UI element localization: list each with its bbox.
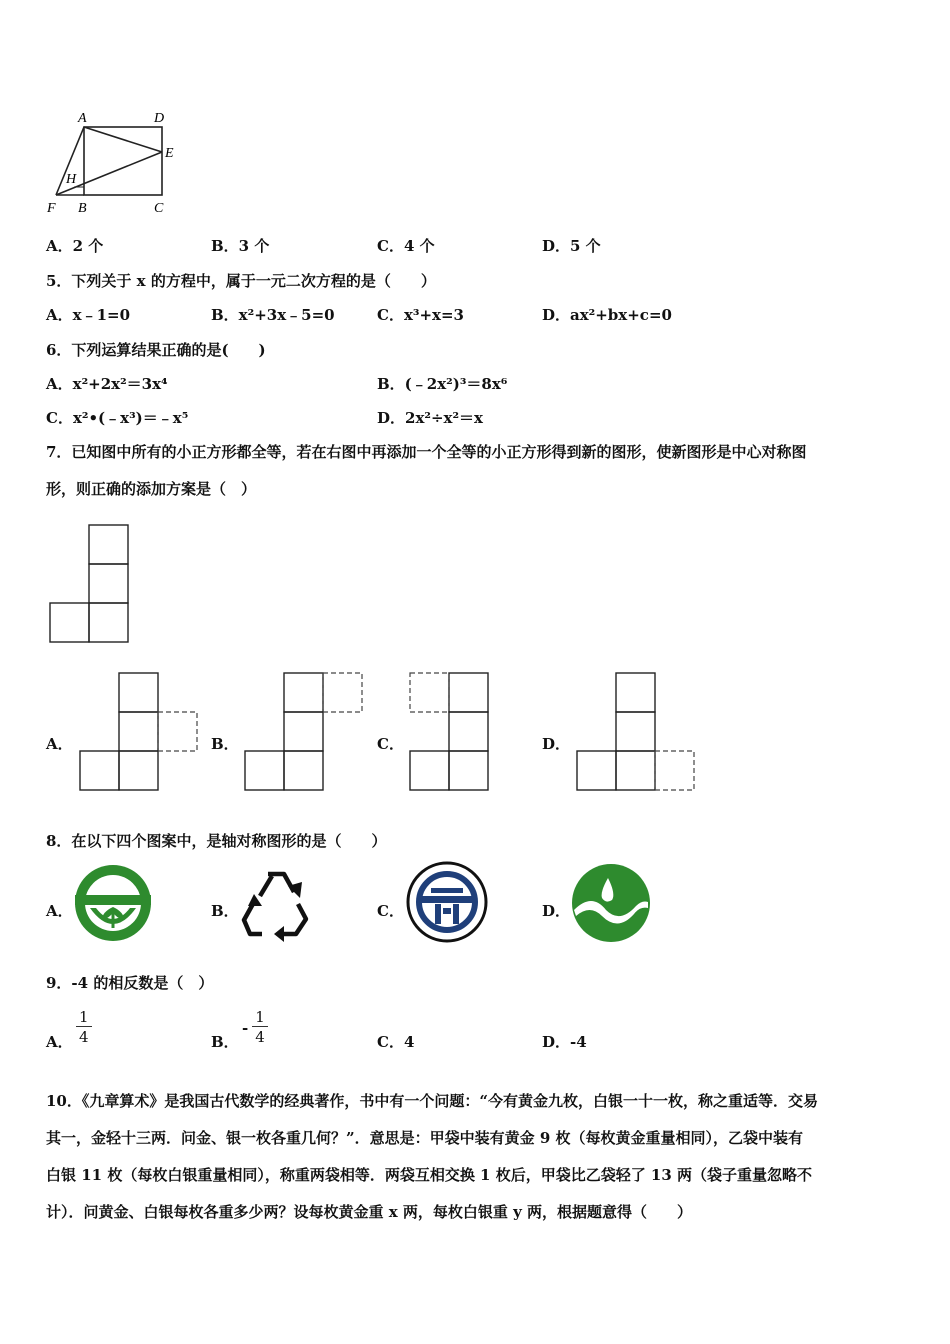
q5-option-b[interactable]: B．x²+3x﹣5=0 <box>211 306 335 324</box>
q10-line3: 白银 11 枚（每枚白银重量相同），称重两袋相等．两袋互相交换 1 枚后，甲袋比乙袋轻了 13 两（袋子重量忽略不 <box>46 1166 813 1184</box>
q9-b-denominator: 4 <box>255 1028 265 1046</box>
q7-option-d[interactable]: D． <box>542 735 571 753</box>
q9-stem: 9．-4 的相反数是（ ） <box>46 974 214 992</box>
q5-option-d[interactable]: D．ax²+bx+c=0 <box>542 306 672 324</box>
q5-stem: 5．下列关于 x 的方程中，属于一元二次方程的是（ ） <box>46 272 436 290</box>
q8-option-c[interactable]: C． <box>377 902 404 920</box>
label-H: H <box>66 172 77 187</box>
q7-option-a[interactable]: A． <box>46 735 73 753</box>
q6-option-a[interactable]: A．x²+2x²＝3x⁴ <box>46 375 168 393</box>
q9-b-numerator: 1 <box>252 1008 268 1027</box>
q4-option-b[interactable]: B．3 个 <box>211 237 270 255</box>
q5-option-c[interactable]: C．x³+x=3 <box>377 306 464 324</box>
q5-option-a[interactable]: A．x﹣1=0 <box>46 306 131 324</box>
q8-stem: 8．在以下四个图案中，是轴对称图形的是（ ） <box>46 832 387 850</box>
transit-logo-icon[interactable] <box>405 860 489 944</box>
label-C: C <box>154 201 164 216</box>
geometry-figure <box>44 105 194 220</box>
q9-fraction-b <box>242 1008 268 1047</box>
q7-option-c[interactable]: C． <box>377 735 404 753</box>
q7-base-figure <box>48 524 132 646</box>
q7-figure-c[interactable] <box>408 672 533 794</box>
q6-stem: 6．下列运算结果正确的是( ) <box>46 341 266 359</box>
q6-option-d[interactable]: D．2x²÷x²＝x <box>377 409 483 427</box>
q9-option-a[interactable]: A． <box>46 1033 73 1051</box>
q7-stem-line1: 7．已知图中所有的小正方形都全等，若在右图中再添加一个全等的小正方形得到新的图形，使新图形是中心对称图 <box>46 443 807 461</box>
q9-fraction-a <box>76 1008 92 1047</box>
label-D: D <box>154 111 165 126</box>
q9-a-numerator: 1 <box>76 1008 92 1027</box>
q7-figure-a[interactable] <box>78 672 203 794</box>
q8-option-d[interactable]: D． <box>542 902 571 920</box>
green-food-logo-icon[interactable] <box>72 862 154 944</box>
q4-option-a[interactable]: A．2 个 <box>46 237 104 255</box>
label-A: A <box>78 111 87 126</box>
q9-option-d[interactable]: D．-4 <box>542 1033 587 1051</box>
recycle-icon[interactable] <box>238 862 320 944</box>
q9-option-c[interactable]: C．4 <box>377 1033 415 1051</box>
q10-line1: 10．《九章算术》是我国古代数学的经典著作，书中有一个问题：“今有黄金九枚，白银一十一枚，称之重适等．交易 <box>46 1092 819 1110</box>
label-E: E <box>165 146 174 161</box>
label-F: F <box>47 201 56 216</box>
q6-option-b[interactable]: B．(﹣2x²)³＝8x⁶ <box>377 375 508 393</box>
q8-option-b[interactable]: B． <box>211 902 239 920</box>
q7-figure-d[interactable] <box>575 672 700 794</box>
q9-a-denominator: 4 <box>79 1028 89 1046</box>
q4-option-d[interactable]: D．5 个 <box>542 237 601 255</box>
q10-line2: 其一，金轻十三两．问金、银一枚各重几何？”．意思是：甲袋中装有黄金 9 枚（每枚黄金重量相同），乙袋中装有 <box>46 1129 804 1147</box>
q9-option-b[interactable]: B． <box>211 1033 239 1051</box>
q6-option-c[interactable]: C．x²•(﹣x³)＝﹣x⁵ <box>46 409 189 427</box>
label-B: B <box>78 201 87 216</box>
q8-option-a[interactable]: A． <box>46 902 73 920</box>
q4-option-c[interactable]: C．4 个 <box>377 237 435 255</box>
water-drop-logo-icon[interactable] <box>570 862 652 944</box>
q10-line4: 计）．问黄金、白银每枚各重多少两？设每枚黄金重 x 两，每枚白银重 y 两，根据题意得（ ） <box>46 1203 693 1221</box>
q7-stem-line2: 形，则正确的添加方案是（ ） <box>46 480 257 498</box>
q9-b-sign: - <box>242 1018 249 1037</box>
q7-figure-b[interactable] <box>243 672 368 794</box>
q7-option-b[interactable]: B． <box>211 735 239 753</box>
